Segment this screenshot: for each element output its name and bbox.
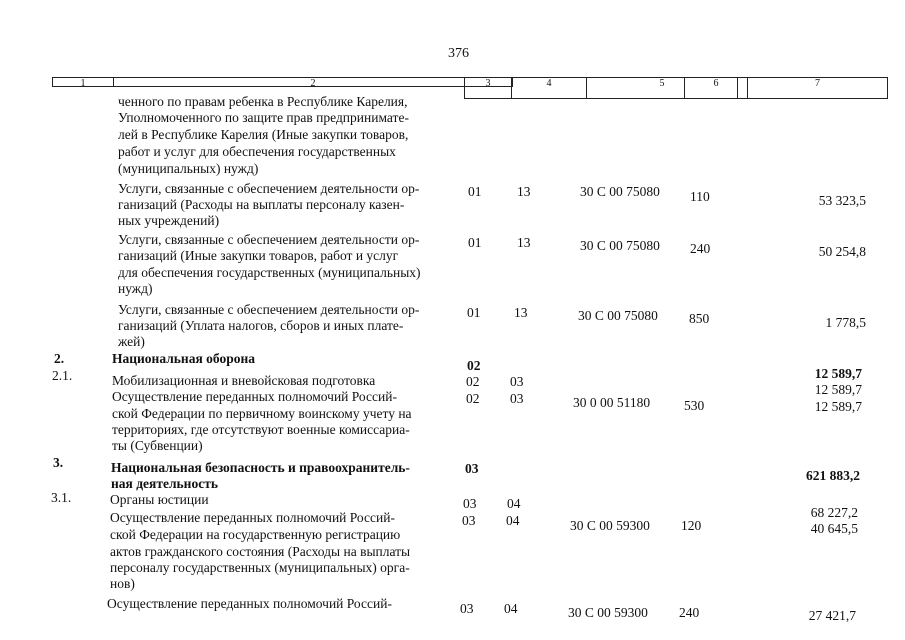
row-desc: ная деятельность <box>111 476 218 491</box>
header-col-7: 7 <box>747 77 888 99</box>
row-col-7: 40 645,5 <box>810 521 858 536</box>
row-desc: Услуги, связанные с обеспечением деятельности ор- <box>118 302 420 317</box>
row-desc: лей в Республике Карелия (Иные закупки товаров, <box>118 127 409 142</box>
row-desc: Услуги, связанные с обеспечением деятельности ор- <box>118 181 420 196</box>
row-col-4: 04 <box>507 496 521 511</box>
row-desc: ской Федерации по первичному воинскому учету на <box>112 406 412 421</box>
row-col-3: 01 <box>468 184 482 199</box>
row-col-3: 02 <box>466 374 480 389</box>
row-number: 3. <box>53 455 64 470</box>
row-col-6: 120 <box>681 518 702 533</box>
header-col-2: 2 <box>113 77 513 87</box>
row-col-4: 13 <box>517 184 531 199</box>
row-col-6: 240 <box>679 605 700 620</box>
row-desc: ганизаций (Расходы на выплаты персоналу казен- <box>118 197 405 212</box>
row-col-6: 240 <box>690 241 711 256</box>
row-col-3: 03 <box>465 461 479 476</box>
row-desc: Органы юстиции <box>110 492 209 507</box>
row-col-7: 68 227,2 <box>810 505 858 520</box>
row-col-4: 13 <box>514 305 528 320</box>
row-desc: Национальная оборона <box>112 351 255 366</box>
row-desc: ты (Субвенции) <box>112 438 203 453</box>
row-col-7: 12 589,7 <box>814 399 862 414</box>
row-col-7: 12 589,7 <box>814 382 862 397</box>
row-desc: ганизаций (Уплата налогов, сборов и иных плате- <box>118 318 404 333</box>
row-number: 2. <box>54 351 65 366</box>
row-desc: актов гражданского состояния (Расходы на выплаты <box>110 544 411 559</box>
row-col-4: 13 <box>517 235 531 250</box>
row-desc: ской Федерации на государственную регистрацию <box>110 527 401 542</box>
header-col-4: 4 <box>511 77 587 99</box>
row-desc: Осуществление переданных полномочий Россий- <box>107 596 392 611</box>
row-desc: Мобилизационная и вневойсковая подготовка <box>112 373 376 388</box>
row-col-5: 30 С 00 59300 <box>570 518 650 533</box>
row-col-7: 50 254,8 <box>818 244 866 259</box>
row-col-5: 30 С 00 75080 <box>580 184 660 199</box>
row-desc: Уполномоченного по защите прав предпринимате- <box>118 110 409 125</box>
row-col-5: 30 С 00 75080 <box>578 308 658 323</box>
row-desc: нов) <box>110 576 135 591</box>
row-desc: ченного по правам ребенка в Республике Карелия, <box>118 94 408 109</box>
row-desc: Услуги, связанные с обеспечением деятельности ор- <box>118 232 420 247</box>
row-col-3: 01 <box>468 235 482 250</box>
row-col-3: 03 <box>463 496 477 511</box>
row-col-6: 850 <box>689 311 710 326</box>
row-desc: (муниципальных) нужд) <box>118 161 259 176</box>
row-col-7: 27 421,7 <box>808 608 856 623</box>
row-col-5: 30 С 00 59300 <box>568 605 648 620</box>
row-col-4: 04 <box>504 601 518 616</box>
row-desc: нужд) <box>118 281 153 296</box>
row-col-5: 30 С 00 75080 <box>580 238 660 253</box>
row-desc: работ и услуг для обеспечения государственных <box>118 144 396 159</box>
row-col-7: 53 323,5 <box>818 193 866 208</box>
header-col-3: 3 <box>464 77 512 99</box>
row-col-3: 03 <box>460 601 474 616</box>
row-col-7: 12 589,7 <box>814 366 862 381</box>
row-col-4: 03 <box>510 374 524 389</box>
row-col-3: 03 <box>462 513 476 528</box>
row-col-3: 02 <box>467 358 481 373</box>
row-col-6: 530 <box>684 398 705 413</box>
row-col-7: 621 883,2 <box>806 468 860 483</box>
row-desc: персоналу государственных (муниципальных) орга- <box>110 560 410 575</box>
row-col-7: 1 778,5 <box>825 315 866 330</box>
header-col-1: 1 <box>52 77 114 87</box>
row-col-3: 02 <box>466 391 480 406</box>
page-number: 376 <box>448 46 469 61</box>
row-desc: ных учреждений) <box>118 213 220 228</box>
row-col-3: 01 <box>467 305 481 320</box>
row-col-4: 03 <box>510 391 524 406</box>
row-number: 3.1. <box>51 490 72 505</box>
header-col-5: 5 <box>586 77 738 99</box>
row-desc: ганизаций (Иные закупки товаров, работ и услуг <box>118 248 399 263</box>
row-desc: Национальная безопасность и правоохранитель- <box>111 460 410 475</box>
row-desc: территориях, где отсутствуют военные комиссариа- <box>112 422 410 437</box>
row-desc: для обеспечения государственных (муниципальных) <box>118 265 421 280</box>
header-col-6: 6 <box>684 77 748 99</box>
row-number: 2.1. <box>52 368 73 383</box>
row-col-5: 30 0 00 51180 <box>573 395 651 410</box>
row-desc: Осуществление переданных полномочий Россий- <box>112 389 397 404</box>
row-desc: жей) <box>118 334 145 349</box>
row-desc: Осуществление переданных полномочий Россий- <box>110 510 395 525</box>
row-col-6: 110 <box>690 189 710 204</box>
row-col-4: 04 <box>506 513 520 528</box>
